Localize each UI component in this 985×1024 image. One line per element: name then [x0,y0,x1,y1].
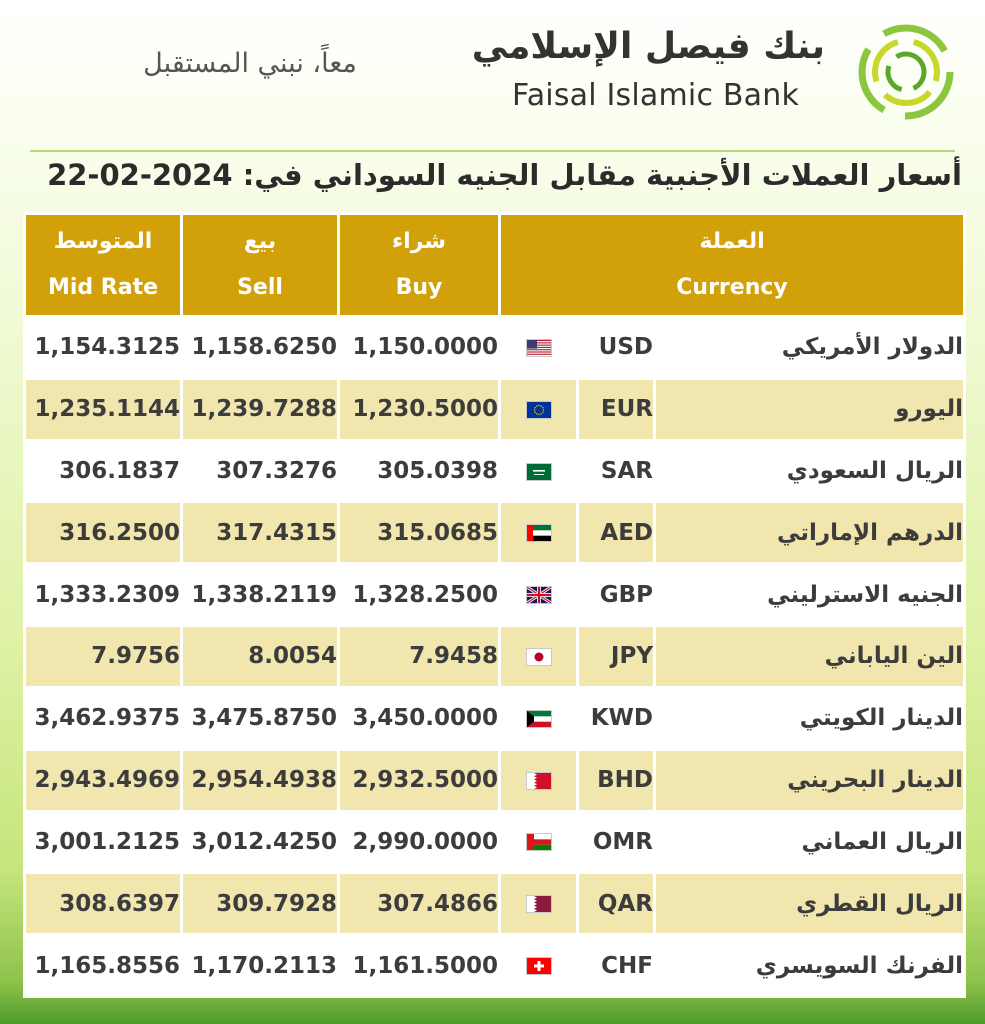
qa-flag-icon [527,896,551,912]
table-row [25,502,965,564]
mid-rate-cell: 308.6397 [25,873,182,935]
sell-cell: 1,338.2119 [182,564,339,626]
mid-rate-cell: 3,462.9375 [25,687,182,749]
currency-code-cell: OMR [578,811,655,873]
mid-rate-cell: 3,001.2125 [25,811,182,873]
buy-cell: 315.0685 [339,502,500,564]
currency-name-cell: الدينار الكويتي [655,687,965,749]
currency-code-cell: CHF [578,935,655,997]
buy-cell: 1,161.5000 [339,935,500,997]
tagline: معاً، نبني المستقبل [143,48,357,79]
page-title: أسعار العملات الأجنبية مقابل الجنيه السوداني في: 2024-02-22 [47,158,962,192]
jp-flag-icon [527,649,551,665]
mid-rate-cell: 306.1837 [25,440,182,502]
buy-header-en: Buy [395,275,443,300]
buy-cell: 2,990.0000 [339,811,500,873]
mid-rate-header [25,214,182,317]
gb-flag-icon [527,587,551,603]
sell-cell: 2,954.4938 [182,749,339,811]
exchange-rate-table [23,212,966,998]
currency-code-cell: AED [578,502,655,564]
flag-cell [500,502,578,564]
mid-rate-header-ar: المتوسط [53,229,153,254]
table-row [25,440,965,502]
currency-name-cell: الجنيه الاسترليني [655,564,965,626]
currency-name-cell: الريال العماني [655,811,965,873]
table-row [25,564,965,626]
ch-flag-icon [527,958,551,974]
currency-code-cell: EUR [578,378,655,440]
currency-code-cell: KWD [578,687,655,749]
sell-header-ar: بيع [243,229,277,254]
flag-cell [500,317,578,379]
flag-cell [500,873,578,935]
sell-cell: 1,170.2113 [182,935,339,997]
buy-cell: 3,450.0000 [339,687,500,749]
om-flag-icon [527,834,551,850]
table-row [25,378,965,440]
sell-cell: 1,158.6250 [182,317,339,379]
sa-flag-icon [527,464,551,480]
header [0,0,985,148]
mid-rate-cell: 1,333.2309 [25,564,182,626]
table-row [25,935,965,997]
buy-cell: 2,932.5000 [339,749,500,811]
sell-cell: 3,012.4250 [182,811,339,873]
mid-rate-cell: 1,235.1144 [25,378,182,440]
bh-flag-icon [527,773,551,789]
currency-name-cell: الدولار الأمريكي [655,317,965,379]
flag-cell [500,687,578,749]
currency-name-cell: الفرنك السويسري [655,935,965,997]
table-row [25,749,965,811]
currency-code-cell: BHD [578,749,655,811]
flag-cell [500,749,578,811]
currency-name-cell: الدرهم الإماراتي [655,502,965,564]
sell-cell: 3,475.8750 [182,687,339,749]
table-row [25,811,965,873]
currency-code-cell: GBP [578,564,655,626]
bank-name-english: Faisal Islamic Bank [512,78,800,113]
sell-cell: 8.0054 [182,626,339,688]
mid-rate-cell: 1,154.3125 [25,317,182,379]
bank-logo-icon [856,22,956,122]
buy-cell: 305.0398 [339,440,500,502]
table-row [25,626,965,688]
us-flag-icon [527,340,551,356]
table-row [25,317,965,379]
sell-header-en: Sell [237,275,283,300]
buy-cell: 1,328.2500 [339,564,500,626]
mid-rate-cell: 7.9756 [25,626,182,688]
buy-cell: 7.9458 [339,626,500,688]
currency-code-cell: QAR [578,873,655,935]
table-row [25,687,965,749]
table-header-row [25,214,965,317]
ae-flag-icon [527,525,551,541]
sell-cell: 309.7928 [182,873,339,935]
sell-header [182,214,339,317]
flag-cell [500,935,578,997]
bank-name-arabic: بنك فيصل الإسلامي [471,26,825,67]
currency-name-cell: اليورو [655,378,965,440]
currency-code-cell: USD [578,317,655,379]
eu-flag-icon [527,402,551,418]
sell-cell: 307.3276 [182,440,339,502]
currency-code-cell: SAR [578,440,655,502]
kw-flag-icon [527,711,551,727]
buy-cell: 1,230.5000 [339,378,500,440]
buy-cell: 307.4866 [339,873,500,935]
flag-cell [500,564,578,626]
mid-rate-cell: 1,165.8556 [25,935,182,997]
currency-header-ar: العملة [699,229,765,254]
buy-header [339,214,500,317]
mid-rate-header-en: Mid Rate [47,275,159,300]
sell-cell: 317.4315 [182,502,339,564]
currency-name-cell: الريال القطري [655,873,965,935]
mid-rate-cell: 316.2500 [25,502,182,564]
buy-header-ar: شراء [391,229,447,254]
flag-cell [500,440,578,502]
currency-name-cell: الين الياباني [655,626,965,688]
currency-name-cell: الريال السعودي [655,440,965,502]
flag-cell [500,378,578,440]
currency-code-cell: JPY [578,626,655,688]
table-row [25,873,965,935]
sell-cell: 1,239.7288 [182,378,339,440]
currency-header-en: Currency [676,275,788,300]
currency-name-cell: الدينار البحريني [655,749,965,811]
flag-cell [500,811,578,873]
currency-header [500,214,965,317]
buy-cell: 1,150.0000 [339,317,500,379]
mid-rate-cell: 2,943.4969 [25,749,182,811]
flag-cell [500,626,578,688]
